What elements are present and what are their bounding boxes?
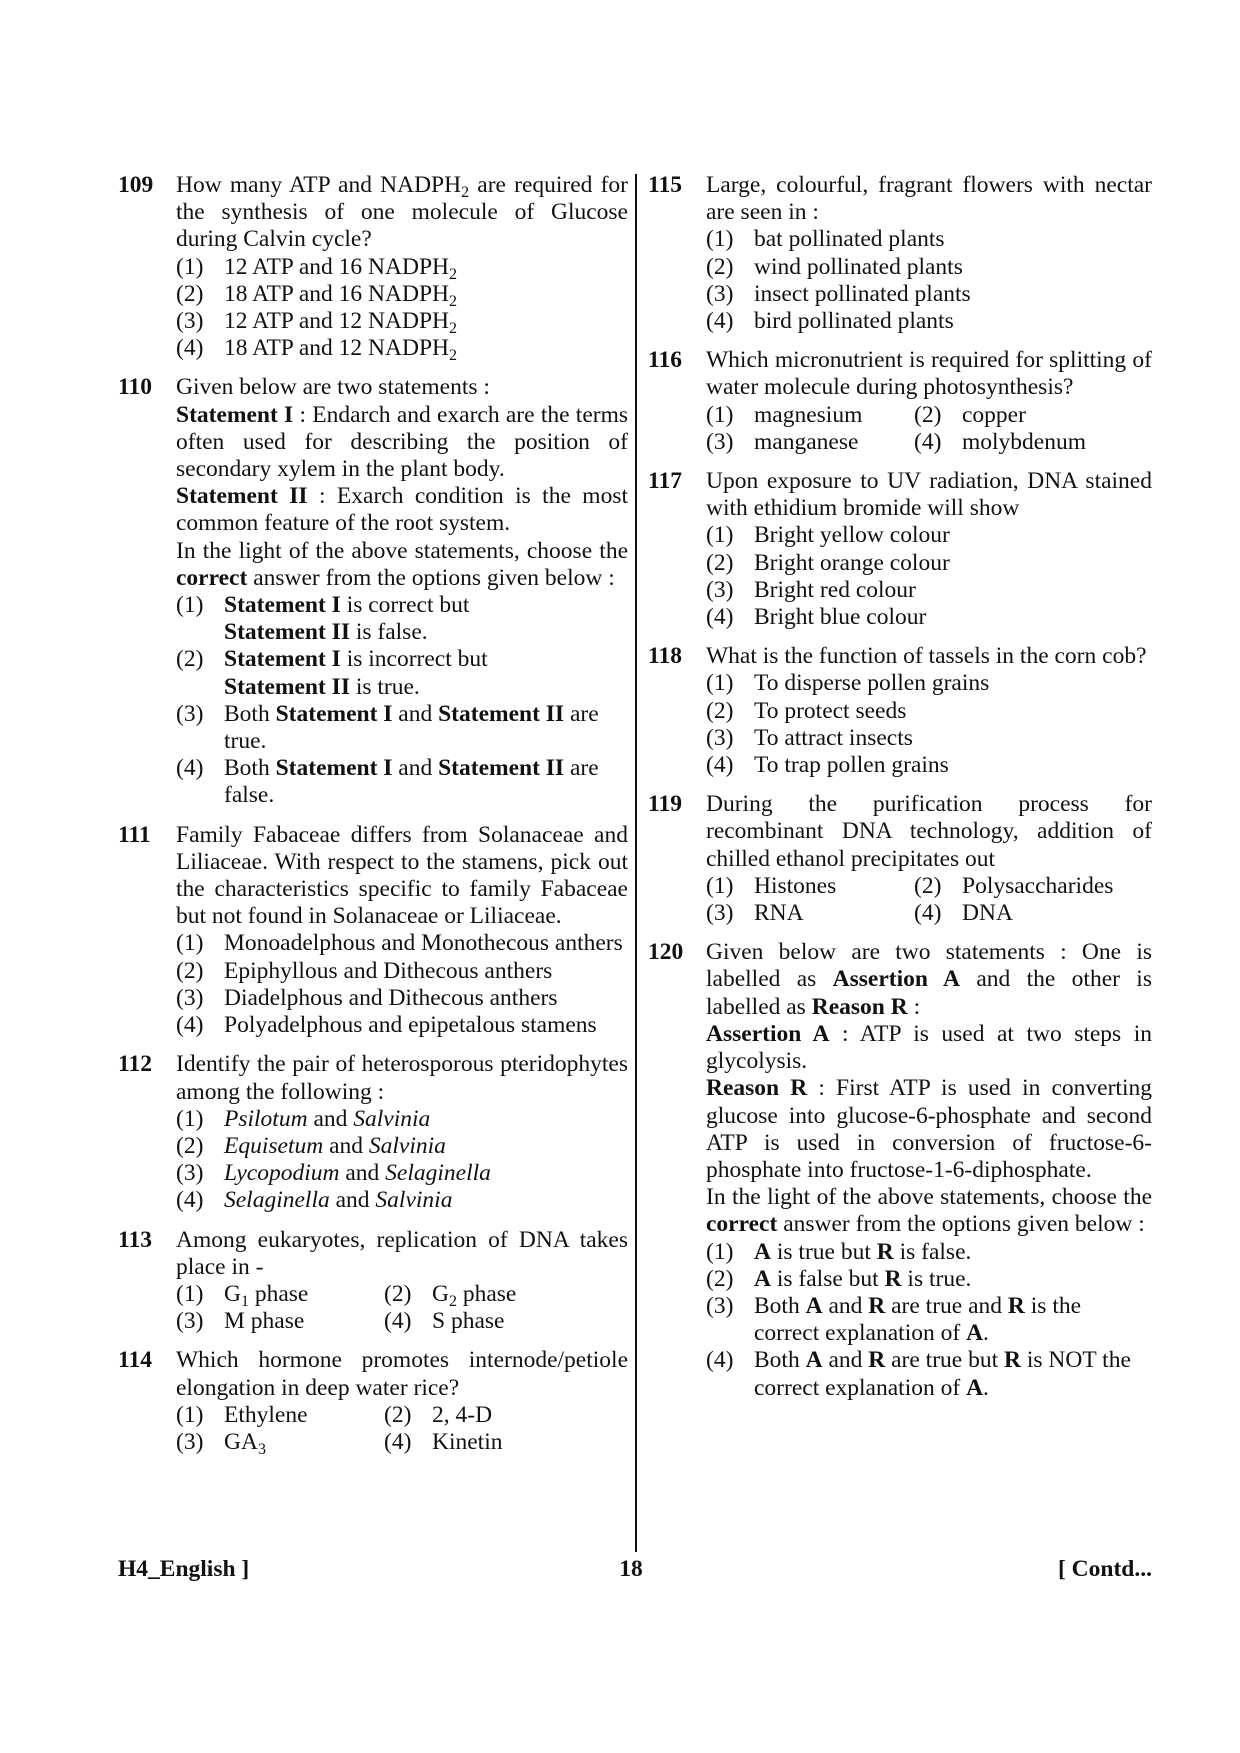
- footer-paper-code: H4_English ]: [118, 1556, 250, 1582]
- option-4: (4) Kinetin: [384, 1428, 503, 1455]
- question-intro: Given below are two statements : One is labelled as Assertion A and the other is labelled as Reason R :: [706, 939, 1152, 1020]
- question-intro: Given below are two statements :: [176, 374, 490, 401]
- option-2: (2) Statement I is incorrect but Statement II is true.: [176, 646, 488, 700]
- option-3: (3) Bright red colour: [706, 576, 916, 603]
- question-text: Upon exposure to UV radiation, DNA stained with ethidium bromide will show: [706, 468, 1152, 522]
- option-1: (1) bat pollinated plants: [706, 226, 945, 253]
- statement-1: Statement I : Endarch and exarch are the terms often used for describing the position of secondary xylem in the plant body.: [176, 401, 628, 483]
- option-4: (4) Selaginella and Salvinia: [176, 1187, 453, 1214]
- question-111: [118, 822, 628, 1040]
- option-2: (2) 18 ATP and 16 $NADPH_2$: [176, 280, 458, 310]
- question-number: 111: [118, 821, 151, 848]
- option-3: (3) 12 ATP and 12 $NADPH_2$: [176, 308, 458, 338]
- option-3: (3) M phase: [176, 1308, 305, 1335]
- right-column: [648, 172, 1152, 1414]
- question-text: Which micronutrient is required for splitting of water molecule during photosynthesis?: [706, 347, 1152, 401]
- option-1: (1) magnesium: [706, 401, 863, 428]
- question-number: 113: [118, 1226, 152, 1253]
- question-109: [118, 172, 628, 365]
- question-112: [118, 1051, 628, 1214]
- option-4: (4) Polyadelphous and epipetalous stamens: [176, 1012, 597, 1039]
- question-116: [648, 347, 1152, 456]
- option-4: (4) molybdenum: [914, 428, 1087, 455]
- option-3: (3) To attract insects: [706, 724, 913, 751]
- question-117: [648, 468, 1152, 631]
- statement-2: Statement II : Exarch condition is the most common feature of the root system.: [176, 483, 629, 537]
- question-text: Large, colourful, fragrant flowers with nectar are seen in :: [706, 172, 1152, 226]
- question-115: [648, 172, 1152, 335]
- option-1: (1) Bright yellow colour: [706, 522, 950, 549]
- option-3: (3) insect pollinated plants: [706, 280, 971, 307]
- option-3: (3) Lycopodium and Selaginella: [176, 1160, 491, 1187]
- page-number: 18: [619, 1556, 643, 1582]
- option-1: (1) To disperse pollen grains: [706, 670, 990, 697]
- option-2: (2) 2, 4-D: [384, 1401, 493, 1428]
- question-instruction: In the light of the above statements, choose the correct answer from the options given below :: [176, 537, 628, 591]
- question-text: How many ATP and $NADPH_2$ are required for the synthesis of one molecule of Glucose during Calvin cycle?: [176, 172, 628, 253]
- option-1: (1) Psilotum and Salvinia: [176, 1105, 431, 1132]
- option-2: (2) $G_2$ phase: [384, 1280, 517, 1310]
- question-number: 114: [118, 1347, 152, 1374]
- question-113: [118, 1227, 628, 1336]
- option-3: (3) Both Statement I and Statement II are true.: [176, 700, 599, 755]
- question-text: What is the function of tassels in the corn cob?: [706, 643, 1147, 670]
- column-divider: [635, 174, 637, 1552]
- question-number: 119: [648, 791, 682, 818]
- option-3: (3) $GA_3$: [176, 1428, 266, 1458]
- question-number: 110: [118, 374, 152, 401]
- option-2: (2) Equisetum and Salvinia: [176, 1132, 446, 1159]
- option-2: (2) wind pollinated plants: [706, 253, 963, 280]
- option-1: (1) 12 ATP and 16 $NADPH_2$: [176, 253, 458, 283]
- option-2: (2) Bright orange colour: [706, 549, 950, 576]
- question-number: 109: [118, 172, 154, 198]
- option-4: (4) S phase: [384, 1308, 505, 1335]
- question-number: 117: [648, 468, 682, 495]
- option-1: (1) A is true but R is false.: [706, 1238, 972, 1265]
- question-number: 115: [648, 172, 682, 198]
- question-number: 112: [118, 1051, 152, 1078]
- option-3: (3) Diadelphous and Dithecous anthers: [176, 984, 558, 1011]
- option-1: (1) Statement I is correct but Statement II is false.: [176, 592, 470, 646]
- option-1: (1) Ethylene: [176, 1401, 308, 1428]
- option-1: (1) Monoadelphous and Monothecous anthers: [176, 930, 623, 957]
- option-2: (2) Polysaccharides: [914, 872, 1114, 899]
- reason: Reason R : First ATP is used in converting glucose into glucose-6-phosphate and second ATP is used in conversion of fructose-6-phosphate into fructose-1-6-diphosphate.: [706, 1075, 1152, 1183]
- footer-contd: [ Contd...: [1057, 1556, 1152, 1582]
- option-3: (3) RNA: [706, 900, 804, 927]
- option-4: (4) Both Statement I and Statement II are false.: [176, 755, 599, 809]
- option-2: (2) copper: [914, 401, 1026, 428]
- question-text: During the purification process for recombinant DNA technology, addition of chilled ethanol precipitates out: [706, 791, 1152, 872]
- option-2: (2) A is false but R is true.: [706, 1265, 972, 1292]
- option-1: (1) Histones: [706, 872, 837, 899]
- left-column: [118, 172, 628, 1468]
- question-114: [118, 1347, 628, 1456]
- option-4: (4) bird pollinated plants: [706, 308, 954, 335]
- option-4: (4) DNA: [914, 900, 1013, 927]
- question-text: Among eukaryotes, replication of DNA takes place in -: [176, 1226, 628, 1280]
- option-4: (4) To trap pollen grains: [706, 752, 949, 779]
- question-text: Family Fabaceae differs from Solanaceae and Liliaceae. With respect to the stamens, pick out the characteristics specific to family Fabaceae but not found in Solanaceae or Liliaceae.: [176, 821, 628, 930]
- question-118: [648, 643, 1152, 779]
- option-2: (2) To protect seeds: [706, 697, 907, 724]
- question-number: 120: [648, 939, 684, 966]
- option-2: (2) Epiphyllous and Dithecous anthers: [176, 957, 553, 984]
- question-text: Which hormone promotes internode/petiole elongation in deep water rice?: [176, 1347, 628, 1401]
- question-instruction: In the light of the above statements, choose the correct answer from the options given below :: [706, 1184, 1152, 1238]
- option-1: (1) $G_1$ phase: [176, 1280, 309, 1310]
- question-text: Identify the pair of heterosporous pteridophytes among the following :: [176, 1051, 628, 1105]
- option-3: (3) Both A and R are true and R is the correct explanation of A.: [706, 1292, 1082, 1347]
- option-3: (3) manganese: [706, 428, 859, 455]
- option-4: (4) Both A and R are true but R is NOT the correct explanation of A.: [706, 1347, 1131, 1401]
- question-119: [648, 791, 1152, 927]
- question-120: [648, 939, 1152, 1401]
- question-110: [118, 374, 628, 809]
- question-number: 118: [648, 643, 682, 670]
- option-4: (4) 18 ATP and 12 $NADPH_2$: [176, 335, 458, 365]
- option-4: (4) Bright blue colour: [706, 604, 927, 631]
- question-number: 116: [648, 347, 682, 374]
- assertion: Assertion A : ATP is used at two steps in glycolysis.: [706, 1020, 1153, 1075]
